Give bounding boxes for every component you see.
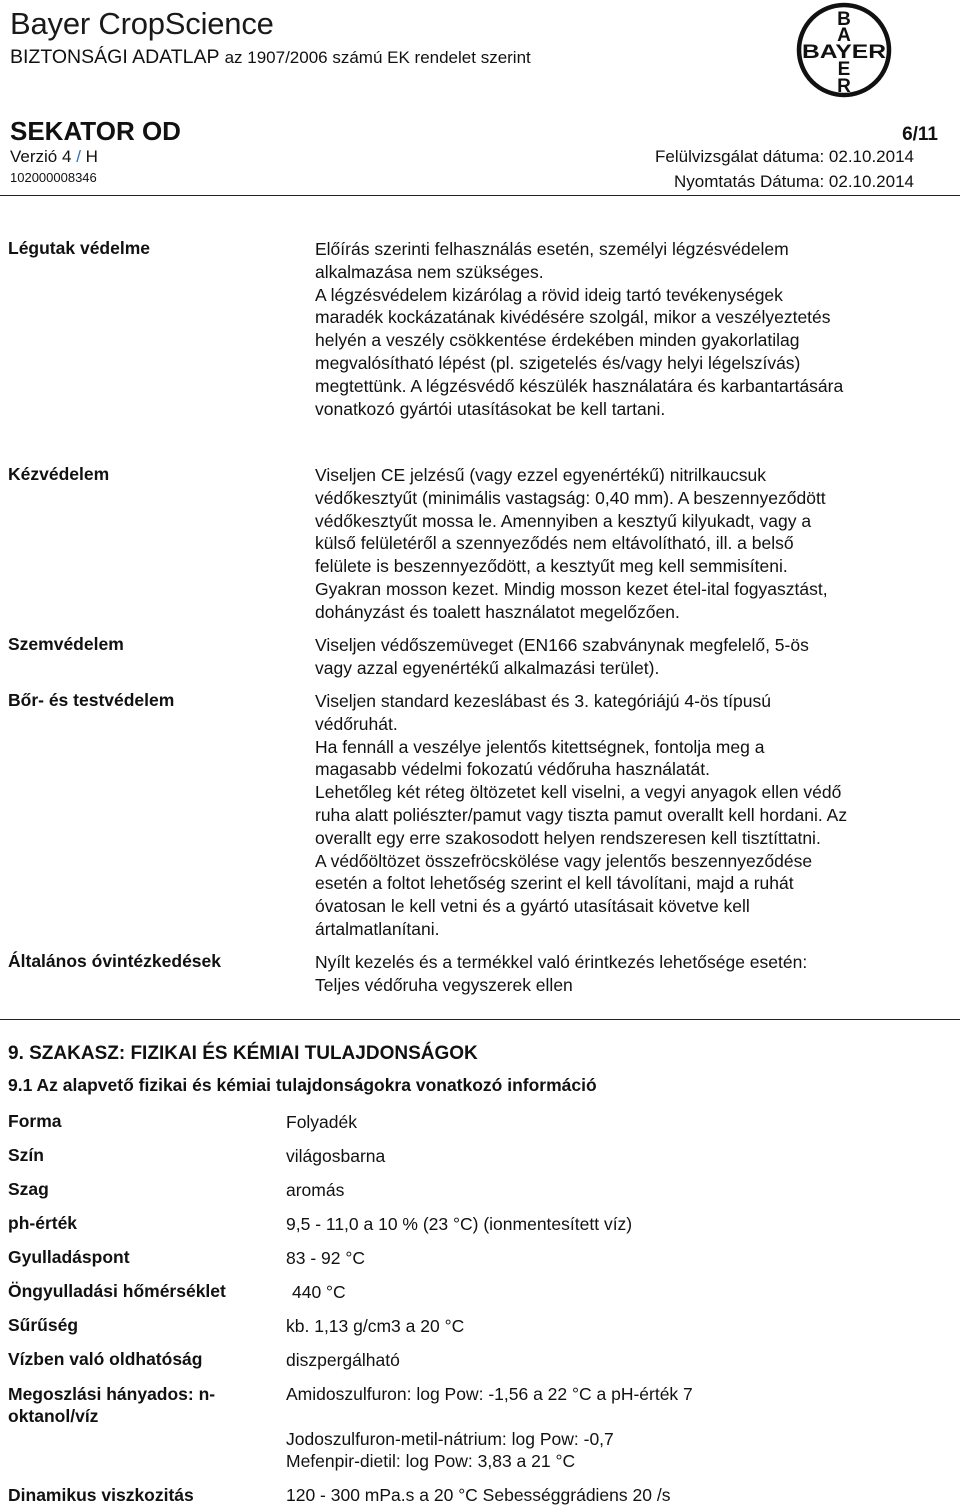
version: [10, 147, 98, 167]
eye-protection-text: [315, 634, 935, 680]
version-number: 4: [61, 147, 72, 166]
logo-letter-r: R: [837, 76, 851, 97]
company-name: Bayer CropScience: [10, 6, 274, 41]
property-label-density: Sűrűség: [8, 1315, 79, 1335]
property-label-partition-coefficient: [8, 1383, 215, 1427]
property-value-iodosulfuron: Jodoszulfuron-metil-nátrium: log Pow: -0,7: [286, 1429, 614, 1449]
hand-protection-text: [315, 464, 935, 624]
text-line: magasabb védelmi fokozatú védőruha használatát.: [315, 759, 710, 780]
text-line: Viseljen védőszemüveget (EN166 szabványnak megfelelő, 5-ös: [315, 635, 809, 655]
text-line: óvatosan le kell vetni és a gyártó utasításait követve kell: [315, 896, 750, 917]
property-label-odor: Szag: [8, 1179, 49, 1199]
text-line: felülete is beszennyeződött, a kesztyűt meg kell semmisíteni.: [315, 556, 788, 577]
property-value-flash-point: 83 - 92 °C: [286, 1248, 365, 1268]
property-label-form: Forma: [8, 1111, 62, 1131]
property-label-dynamic-viscosity: Dinamikus viszkozitás: [8, 1485, 194, 1505]
text-line: vonatkozó gyártói utasításokat be kell tartani.: [315, 398, 666, 419]
section-9-1-subtitle: 9.1 Az alapvető fizikai és kémiai tulajdonságokra vonatkozó információ: [8, 1075, 597, 1095]
product-name: SEKATOR OD: [10, 116, 181, 146]
print-date: Nyomtatás Dátuma: 02.10.2014: [673, 172, 914, 191]
text-line: Viseljen standard kezeslábast és 3. kategóriájú 4-ös típusú: [315, 691, 771, 711]
text-line: alkalmazása nem szükséges.: [315, 261, 544, 282]
property-value-ph: 9,5 - 11,0 a 10 % (23 °C) (ionmentesített víz): [286, 1214, 633, 1234]
text-line: ruha alatt poliészter/pamut vagy tiszta pamut overallt kell hordani. Az: [315, 804, 848, 825]
section-divider: [0, 1019, 960, 1020]
text-line: overallt egy erre szakosodott helyen rendszeresen kell tisztíttatni.: [315, 827, 821, 848]
property-label-ph: ph-érték: [8, 1213, 78, 1233]
property-label-water-solubility: Vízben való oldhatóság: [8, 1349, 203, 1369]
skin-protection-label: Bőr- és testvédelem: [8, 690, 175, 710]
text-line: védőkesztyűt (minimális vastagság: 0,40 mm). A beszennyeződött: [315, 487, 826, 508]
revision-date: Felülvizsgálat dátuma: 02.10.2014: [655, 147, 914, 166]
version-separator: /: [76, 147, 81, 166]
regulation-text: az 1907/2006 számú EK rendelet szerint: [224, 48, 531, 67]
document-type: [10, 46, 531, 69]
doc-type-title: BIZTONSÁGI ADATLAP: [10, 46, 220, 68]
text-line: esetén a foltot lehetőség szerint el kell távolítani, majd a ruhát: [315, 873, 794, 894]
text-line: A védőöltözet összefröcskölése vagy jelentős beszennyeződése: [315, 850, 813, 871]
text-line: megtettünk. A légzésvédő készülék használatára és karbantartására: [315, 375, 844, 396]
section-9-title: 9. SZAKASZ: FIZIKAI ÉS KÉMIAI TULAJDONSÁGOK: [8, 1043, 478, 1064]
header-divider: [0, 195, 960, 196]
text-line: Előírás szerinti felhasználás esetén, személyi légzésvédelem: [315, 239, 789, 259]
eye-protection-label: Szemvédelem: [8, 634, 124, 654]
label-line: Megoszlási hányados: n-: [8, 1384, 216, 1404]
hand-protection-label: Kézvédelem: [8, 464, 110, 484]
skin-protection-text: [315, 690, 935, 941]
logo-word-bayer: BAYER: [802, 42, 887, 63]
document-number: 102000008346: [10, 170, 97, 185]
version-letter: H: [85, 147, 98, 166]
text-line: Lehetőleg két réteg öltözetet kell viselni, a vegyi anyagok ellen védő: [315, 782, 842, 803]
general-precautions-label: Általános óvintézkedések: [8, 951, 221, 971]
text-line: helyén a veszély csökkentése érdekében minden gyakorlatilag: [315, 330, 800, 351]
text-line: Nyílt kezelés és a termékkel való érintkezés lehetősége esetén:: [315, 952, 808, 972]
logo-letter-a: A: [837, 25, 851, 46]
bayer-cross-logo: [795, 0, 893, 100]
text-line: A légzésvédelem kizárólag a rövid ideig tartó tevékenységek: [315, 284, 783, 305]
respiratory-protection-label: Légutak védelme: [8, 238, 150, 258]
respiratory-protection-text: [315, 238, 935, 420]
property-value-dynamic-viscosity: 120 - 300 mPa.s a 20 °C Sebességgrádiens 20 /s: [286, 1485, 671, 1505]
text-line: külső felületéről a szennyeződés nem eltávolítható, ill. a belső: [315, 533, 794, 554]
text-line: megvalósítható lépést (pl. szigetelés és/vagy helyi légelszívás): [315, 352, 801, 373]
property-value-density: kb. 1,13 g/cm3 a 20 °C: [286, 1316, 465, 1336]
property-value-water-solubility: diszpergálható: [286, 1350, 400, 1370]
logo-letter-e: E: [837, 59, 851, 80]
general-precautions-text: [315, 951, 935, 997]
property-value-form: Folyadék: [286, 1112, 358, 1132]
text-line: Viseljen CE jelzésű (vagy ezzel egyenértékű) nitrilkaucsuk: [315, 465, 767, 485]
property-value-color: világosbarna: [286, 1146, 386, 1166]
text-line: maradék kockázatának kivédésére szolgál, mikor a veszélyeztetés: [315, 307, 831, 328]
property-label-flash-point: Gyulladáspont: [8, 1247, 130, 1267]
text-line: vagy azzal egyenértékű alkalmazási terület).: [315, 657, 660, 678]
property-value-amidosulfuron: Amidoszulfuron: log Pow: -1,56 a 22 °C a pH-érték 7: [286, 1384, 693, 1404]
label-line: oktanol/víz: [8, 1406, 99, 1426]
property-value-autoignition: 440 °C: [292, 1282, 346, 1302]
logo-letter-b: B: [837, 9, 851, 30]
text-line: Ha fennáll a veszélye jelentős kitettségnek, fontolja meg a: [315, 736, 765, 757]
text-line: védőruhát.: [315, 713, 398, 734]
text-line: Gyakran mosson kezet. Mindig mosson kezet étel-ital fogyasztást,: [315, 578, 828, 599]
page-number: 6/11: [902, 124, 938, 145]
text-line: védőkesztyűt mossa le. Amennyiben a kesztyű kilyukadt, vagy a: [315, 510, 812, 531]
property-value-mefenpyr: Mefenpir-dietil: log Pow: 3,83 a 21 °C: [286, 1451, 576, 1471]
text-line: ártalmatlanítani.: [315, 918, 440, 939]
version-label: Verzió: [10, 147, 58, 166]
property-label-autoignition: Öngyulladási hőmérséklet: [8, 1281, 226, 1301]
text-line: Teljes védőruha vegyszerek ellen: [315, 974, 573, 995]
property-label-color: Szín: [8, 1145, 44, 1165]
text-line: dohányzást és toalett használatot megelőzően.: [315, 601, 680, 622]
property-value-odor: aromás: [286, 1180, 345, 1200]
